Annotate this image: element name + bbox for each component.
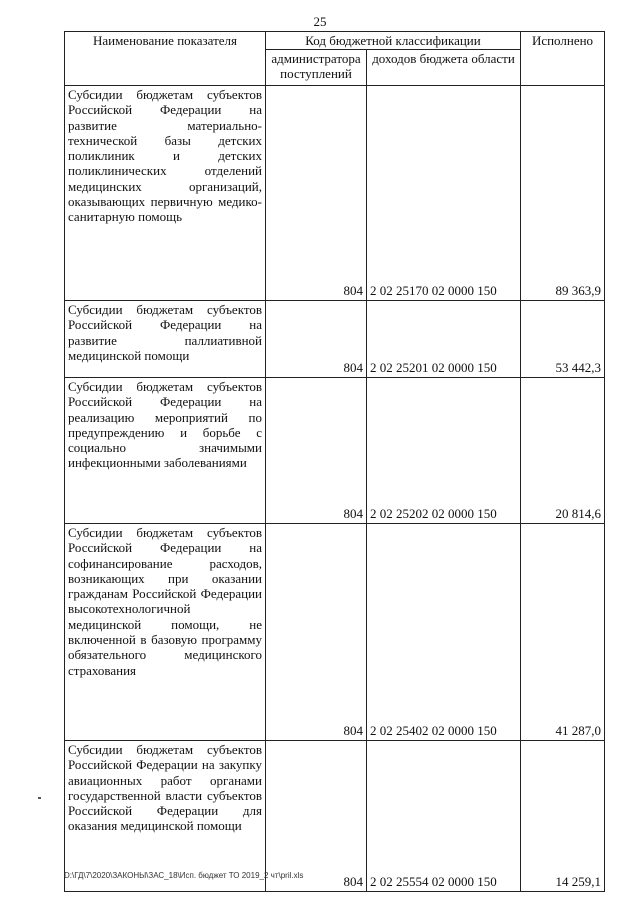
table-row: [65, 378, 605, 524]
executed-amount: 53 442,3: [521, 301, 605, 378]
admin-code: 804: [266, 301, 367, 378]
budget-table: [64, 31, 605, 892]
indicator-name: Субсидии бюджетам субъектов Российской Федерации на закупку авиационных работ органами государственной власти субъектов Российской Федерации для оказания медицинской помощи: [65, 741, 266, 892]
admin-code: 804: [266, 378, 367, 524]
indicator-name: Субсидии бюджетам субъектов Российской Федерации на развитие паллиативной медицинской помощи: [65, 301, 266, 378]
header-admin: администратора поступлений: [266, 50, 367, 86]
admin-code: 804: [266, 741, 367, 892]
page-number: 25: [313, 14, 327, 29]
table-row: [65, 86, 605, 301]
admin-code: 804: [266, 86, 367, 301]
table-row: [65, 741, 605, 892]
scan-speck: [38, 797, 41, 799]
indicator-name: Субсидии бюджетам субъектов Российской Федерации на реализацию мероприятий по предупреждению и борьбе с социально значимыми инфекционными заболеваниями: [65, 378, 266, 524]
indicator-name: Субсидии бюджетам субъектов Российской Федерации на софинансирование расходов, возникающих при оказании гражданам Российской Федерации высокотехнологичной медицинской помощи, не включенной в базовую программу обязательного медицинского страхования: [65, 524, 266, 741]
revenue-code: 2 02 25402 02 0000 150: [367, 524, 521, 741]
executed-amount: 14 259,1: [521, 741, 605, 892]
header-revenue: доходов бюджета области: [367, 50, 521, 86]
revenue-code: 2 02 25202 02 0000 150: [367, 378, 521, 524]
revenue-code: 2 02 25170 02 0000 150: [367, 86, 521, 301]
table-row: [65, 301, 605, 378]
header-executed: Исполнено: [521, 32, 605, 86]
admin-code: 804: [266, 524, 367, 741]
header-name: Наименование показателя: [65, 32, 266, 86]
indicator-name: Субсидии бюджетам субъектов Российской Федерации на развитие материально-технической базы детских поликлиник и детских поликлинических отделений медицинских организаций, оказывающих первичную медико-санитарную помощь: [65, 86, 266, 301]
file-path-footer: D:\ГД\7\2020\ЗАКОНЫ\ЗАС_18\Исп. бюджет ТО 2019_2 чт\pril.xls: [64, 871, 304, 880]
revenue-code: 2 02 25201 02 0000 150: [367, 301, 521, 378]
table-row: [65, 524, 605, 741]
header-budget-code: Код бюджетной классификации: [266, 32, 521, 50]
executed-amount: 20 814,6: [521, 378, 605, 524]
executed-amount: 89 363,9: [521, 86, 605, 301]
executed-amount: 41 287,0: [521, 524, 605, 741]
revenue-code: 2 02 25554 02 0000 150: [367, 741, 521, 892]
